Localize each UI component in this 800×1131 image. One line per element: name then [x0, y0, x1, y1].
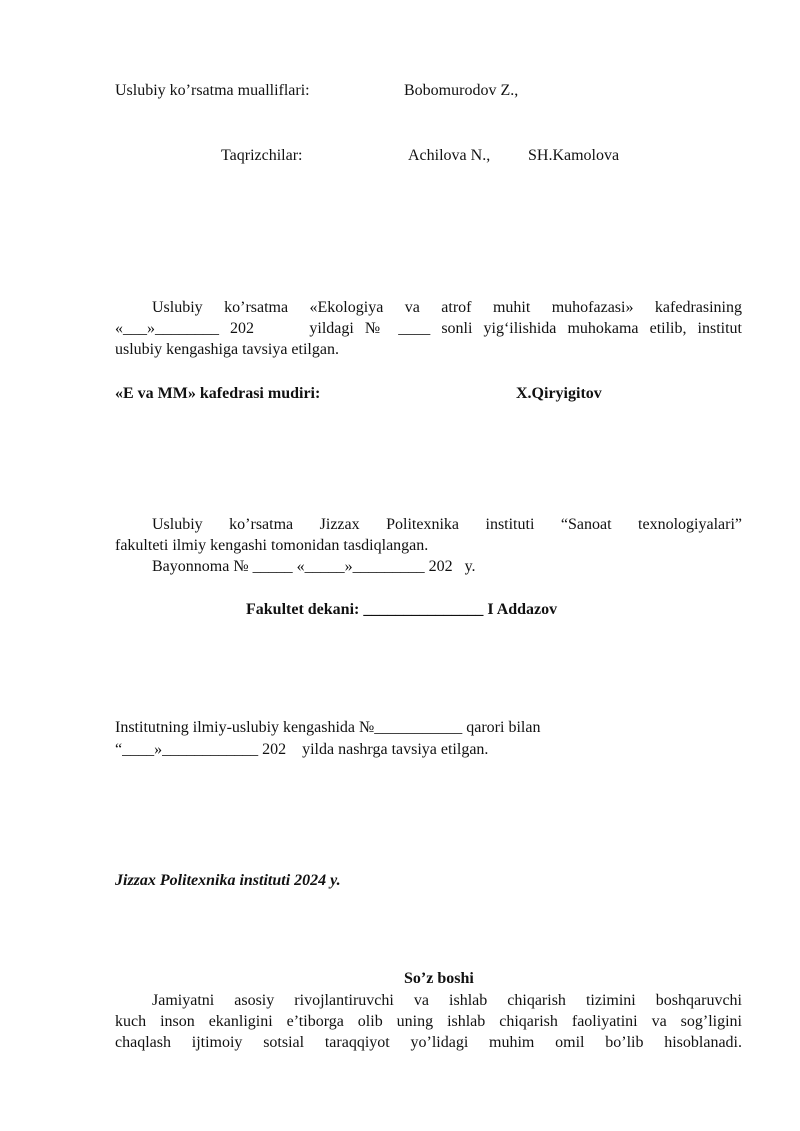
authors-names: Bobomurodov Z., [404, 82, 519, 99]
faculty-approval-paragraph [115, 514, 742, 577]
authors-label: Uslubiy ko’rsatma mualliflari: [115, 82, 310, 99]
preface-line-1: Jamiyatni asosiy rivojlantiruvchi va ishlab chiqarish tizimini boshqaruvchi [152, 992, 742, 1009]
publisher-line: Jizzax Politexnika instituti 2024 y. [115, 872, 341, 889]
preface-line-2: kuch inson ekanligini e’tiborga olib uning ishlab chiqarish faoliyatini va sog’ligini [115, 1013, 742, 1030]
institute-approval-line-2: “____»____________ 202 yilda nashrga tavsiya etilgan. [115, 741, 489, 758]
faculty-approval-line-2: fakulteti ilmiy kengashi tomonidan tasdiqlangan. [115, 537, 429, 554]
department-head-name: X.Qiryigitov [516, 385, 602, 402]
reviewer-name-2: SH.Kamolova [528, 147, 620, 164]
department-approval-line-1: Uslubiy ko’rsatma «Ekologiya va atrof muhit muhofazasi» kafedrasining [152, 299, 742, 316]
reviewer-name-1: Achilova N., [408, 147, 491, 164]
department-head-label: «E va MM» kafedrasi mudiri: [115, 385, 321, 402]
department-approval-line-2: «___»________ 202 yildagi № ____ sonli yig‘ilishida muhokama etilib, institut [115, 320, 742, 337]
institute-approval-line-1: Institutning ilmiy-uslubiy kengashida №___________ qarori bilan [115, 719, 541, 736]
department-approval-paragraph [115, 297, 742, 360]
faculty-approval-line-3: Bayonnoma № _____ «_____»_________ 202 y. [152, 558, 476, 575]
preface-title: So’z boshi [404, 970, 474, 987]
preface-paragraph [115, 990, 742, 1053]
department-approval-line-3: uslubiy kengashiga tavsiya etilgan. [115, 341, 339, 358]
faculty-approval-line-1: Uslubiy ko’rsatma Jizzax Politexnika instituti “Sanoat texnologiyalari” [152, 516, 742, 533]
reviewers-label: Taqrizchilar: [221, 147, 303, 164]
preface-line-3: chaqlash ijtimoiy sotsial taraqqiyot yo’lidagi muhim omil bo’lib hisoblanadi. [115, 1034, 742, 1051]
dean-signature-line: Fakultet dekani: _______________ I Addazov [246, 601, 558, 618]
